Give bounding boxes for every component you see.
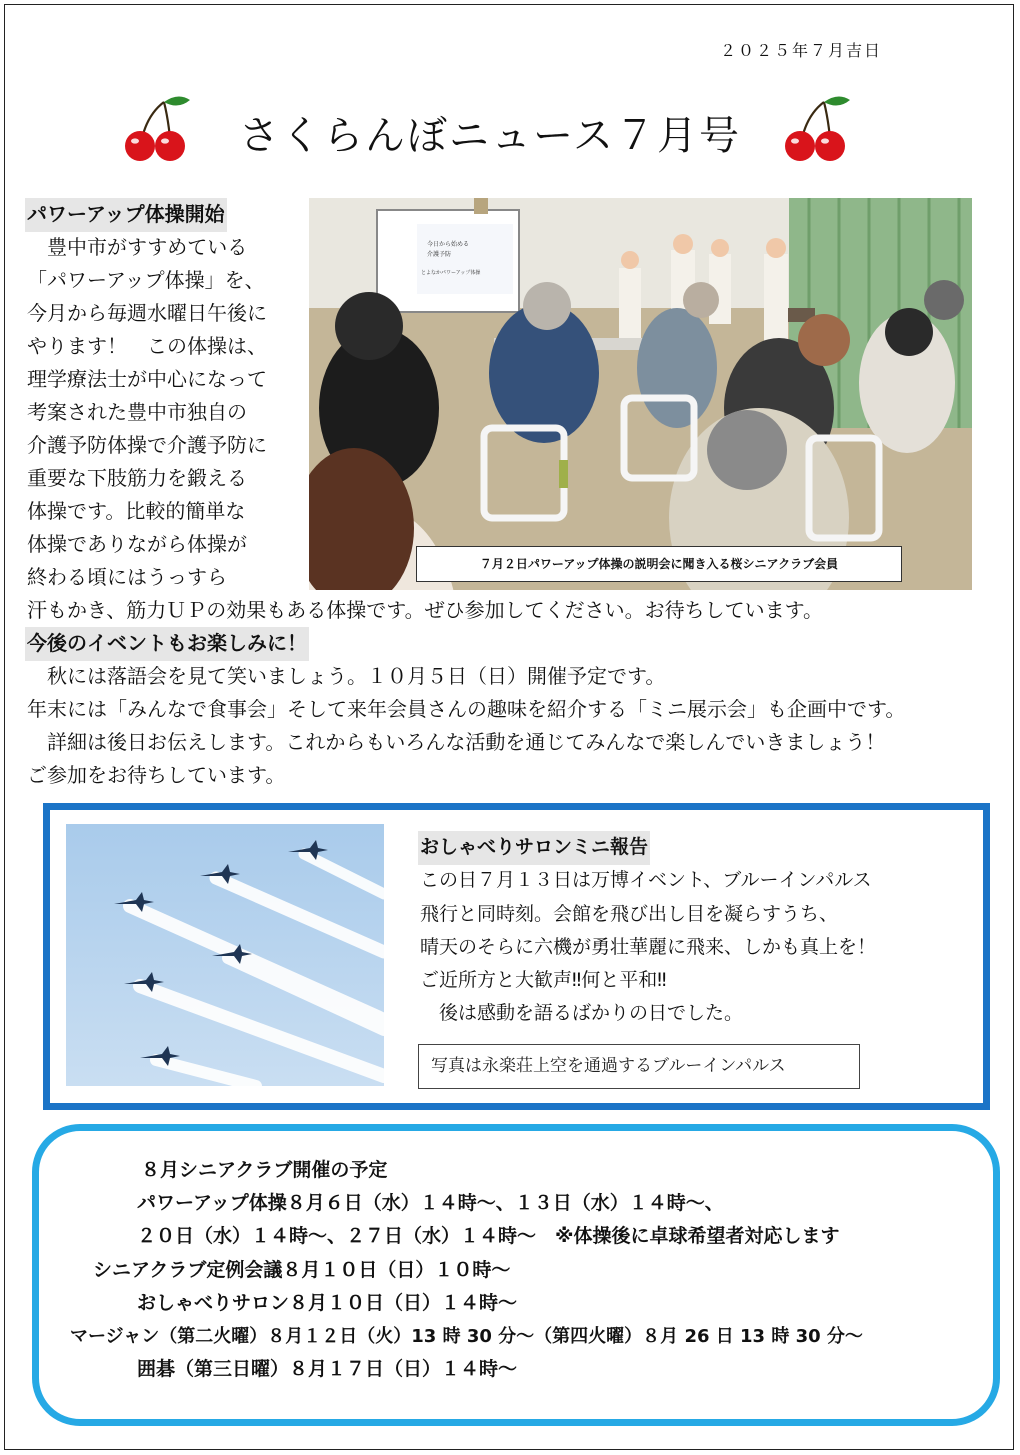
- article-line: 体操です。比較的簡単な: [27, 499, 246, 523]
- newsletter-title: さくらんぼニュース７月号: [239, 113, 741, 159]
- article-line: 「パワーアップ体操」を、: [27, 268, 265, 292]
- screen-text: とよなかパワーアップ体操: [421, 270, 481, 276]
- salon-line: 飛行と同時刻。会館を飛び出し目を凝らすうち、: [420, 903, 839, 925]
- schedule-line: シニアクラブ定例会議８月１０日（日）１０時～: [93, 1259, 511, 1281]
- article-line: 理学療法士が中心になって: [27, 367, 267, 391]
- screen-text: 介護予防: [427, 251, 452, 258]
- issue-date: ２０２５年７月吉日: [720, 41, 883, 60]
- schedule-title: ８月シニアクラブ開催の予定: [141, 1159, 388, 1181]
- salon-heading: おしゃべりサロンミニ報告: [418, 831, 650, 865]
- schedule-line: 囲碁（第三日曜）８月１７日（日）１４時～: [137, 1358, 518, 1380]
- blue-impulse-photo: [66, 824, 384, 1086]
- photo-caption: ７月２日パワーアップ体操の説明会に聞き入る桜シニアクラブ会員: [416, 546, 902, 582]
- article-heading: パワーアップ体操開始: [25, 198, 227, 232]
- salon-line: この日７月１３日は万博イベント、ブルーインパルス: [420, 869, 872, 891]
- schedule-line: ２０日（水）１４時～、２７日（水）１４時～ ※体操後に卓球希望者対応します: [137, 1225, 840, 1247]
- cherry-icon: [780, 92, 852, 164]
- article-line: 考案された豊中市独自の: [27, 400, 247, 424]
- salon-line: 晴天のそらに六機が勇壮華麗に飛来、しかも真上を！: [420, 936, 877, 958]
- schedule-line: マージャン（第二火曜）８月１２日（火）13 時 30 分～（第四火曜）８月 26 日 13 時 30 分～: [70, 1326, 863, 1347]
- article-heading: 今後のイベントもお楽しみに！: [25, 627, 309, 661]
- salon-photo-caption: 写真は永楽荘上空を通過するブルーインパルス: [418, 1044, 860, 1089]
- article-line: ご参加をお待ちしています。: [27, 763, 286, 787]
- article-line: 今月から毎週水曜日午後に: [27, 301, 267, 325]
- article-line: 汗もかき、筋力ＵＰの効果もある体操です。ぜひ参加してください。お待ちしています。: [27, 598, 823, 622]
- article-line: 介護予防体操で介護予防に: [27, 433, 267, 457]
- article-line: 豊中市がすすめている: [27, 235, 248, 259]
- schedule-line: おしゃべりサロン８月１０日（日）１４時～: [137, 1292, 518, 1314]
- cherry-icon: [120, 92, 192, 164]
- screen-text: 今日から始める: [427, 241, 470, 248]
- schedule-line: パワーアップ体操８月６日（水）１４時～、１３日（水）１４時～、: [137, 1192, 724, 1214]
- exercise-session-photo: [309, 198, 972, 590]
- salon-line: 後は感動を語るばかりの日でした。: [420, 1002, 744, 1024]
- article-line: 年末には「みんなで食事会」そして来年会員さんの趣味を紹介する「ミニ展示会」も企画中です。: [27, 697, 906, 721]
- article-line: 秋には落語会を見て笑いましょう。１０月５日（日）開催予定です。: [27, 664, 666, 688]
- salon-line: ご近所方と大歓声‼何と平和‼: [420, 969, 667, 991]
- article-line: 重要な下肢筋力を鍛える: [27, 466, 247, 490]
- article-line: やります！ この体操は、: [27, 334, 267, 358]
- article-line: 体操でありながら体操が: [27, 532, 247, 556]
- article-line: 詳細は後日お伝えします。これからもいろんな活動を通じてみんなで楽しんでいきましょう！: [27, 730, 886, 754]
- article-line: 終わる頃にはうっすら: [27, 565, 227, 589]
